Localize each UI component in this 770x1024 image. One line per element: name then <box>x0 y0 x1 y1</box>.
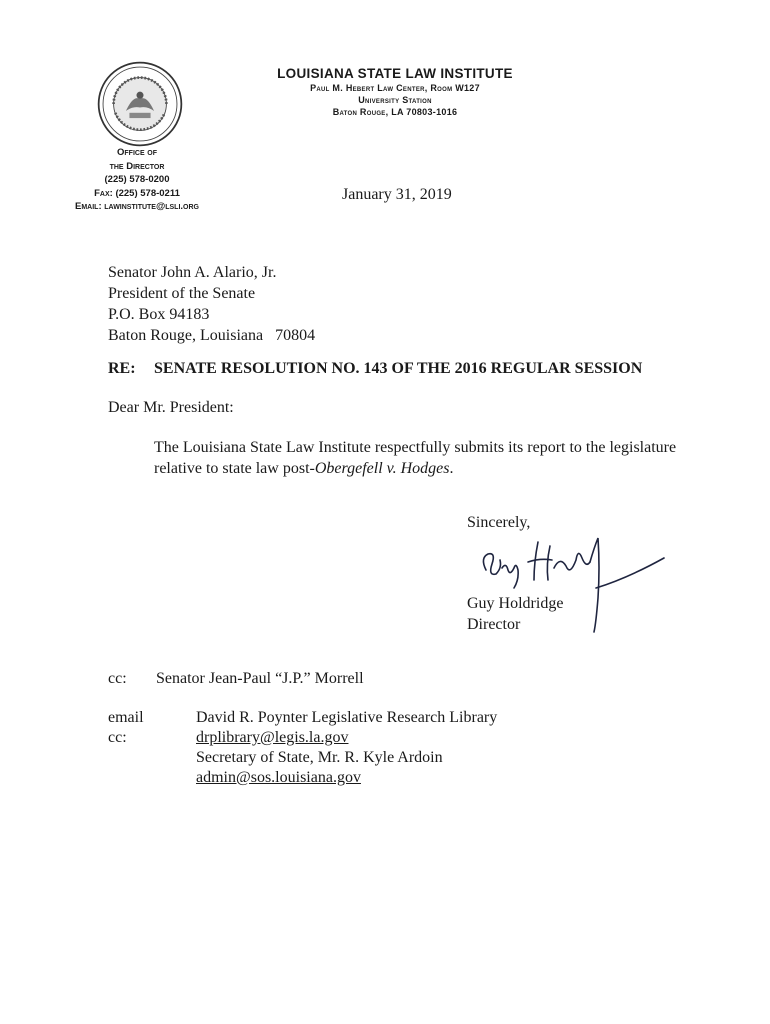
case-name: Obergefell v. Hodges <box>314 460 450 477</box>
signer-name: Guy Holdridge <box>467 595 564 612</box>
closing: Sincerely, <box>467 514 531 531</box>
letter-date: January 31, 2019 <box>342 186 452 203</box>
email-link[interactable]: drplibrary@legis.la.gov <box>196 729 349 746</box>
office-fax: Fax: (225) 578-0211 <box>94 187 180 199</box>
subject-line <box>108 360 642 378</box>
address-line-2: University Station <box>358 95 432 105</box>
office-line-1: Office of <box>117 147 157 158</box>
email-cc-list <box>196 708 497 788</box>
address-line-1: Paul M. Hebert Law Center, Room W127 <box>310 83 480 93</box>
salutation: Dear Mr. President: <box>108 399 234 416</box>
institute-name: LOUISIANA STATE LAW INSTITUTE <box>277 66 513 81</box>
office-email: Email: lawinstitute@lsli.org <box>75 201 199 212</box>
body-text-end: . <box>449 460 454 477</box>
letter-body <box>108 437 698 479</box>
recipient-address <box>108 262 315 346</box>
signer-title: Director <box>467 616 521 633</box>
re-subject: SENATE RESOLUTION NO. 143 OF THE 2016 REGULAR SESSION <box>154 360 643 377</box>
recipient-box: P.O. Box 94183 <box>108 306 210 323</box>
cc-label: cc: <box>108 670 127 687</box>
email-cc-entry: David R. Poynter Legislative Research Library <box>196 709 498 726</box>
address-line-3: Baton Rouge, LA 70803-1016 <box>332 107 458 117</box>
recipient-city: Baton Rouge, Louisiana 70804 <box>108 327 316 344</box>
cc-value: Senator Jean-Paul “J.P.” Morrell <box>156 670 364 687</box>
email-link[interactable]: admin@sos.louisiana.gov <box>196 769 361 786</box>
re-label: RE: <box>108 360 136 377</box>
office-phone: (225) 578-0200 <box>104 174 170 185</box>
signer-block <box>467 593 563 635</box>
email-cc-entry: Secretary of State, Mr. R. Kyle Ardoin <box>196 749 443 766</box>
recipient-name: Senator John A. Alario, Jr. <box>108 264 277 281</box>
louisiana-seal-icon <box>96 60 184 148</box>
email-cc-label: email cc: <box>108 709 144 746</box>
recipient-title: President of the Senate <box>108 285 256 302</box>
letterhead <box>230 66 560 117</box>
cc-line <box>108 670 364 688</box>
body-text: The Louisiana State Law Institute respectfully submits its report to the legislature relative to state law post- <box>154 439 677 477</box>
office-block <box>52 146 222 214</box>
office-line-2: the Director <box>109 160 165 172</box>
